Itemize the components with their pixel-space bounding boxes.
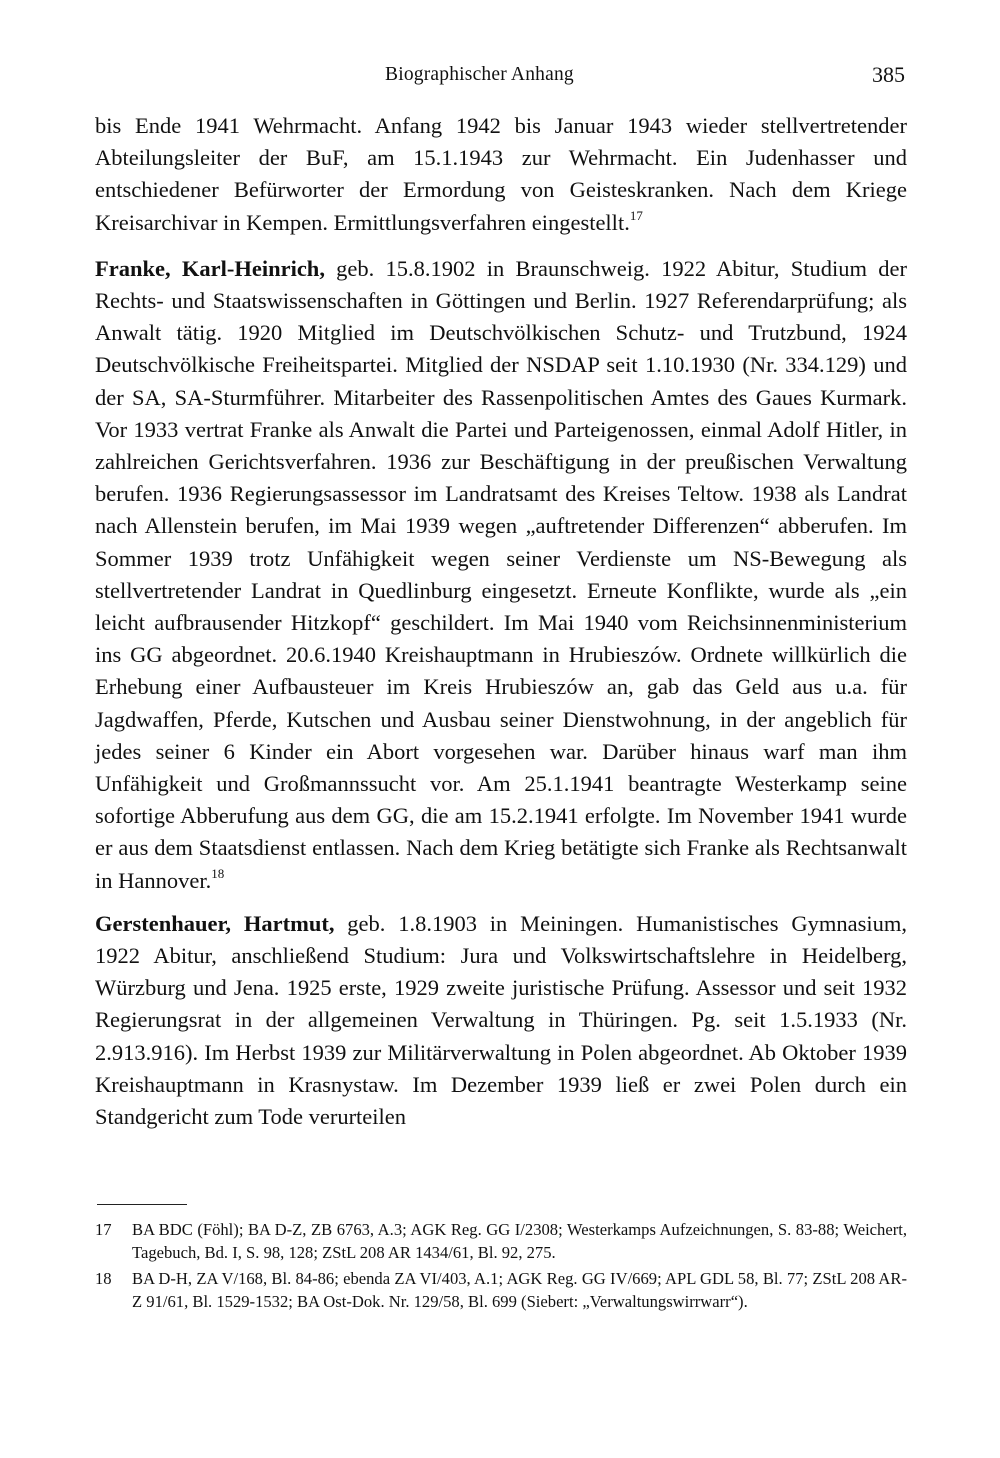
entry-franke xyxy=(95,253,907,897)
footnote-number: 18 xyxy=(95,1269,112,1288)
page-header xyxy=(95,64,905,94)
footnotes xyxy=(95,1218,907,1316)
entry-name: Gerstenhauer, Hartmut, xyxy=(95,910,335,936)
entry-text: bis Ende 1941 Wehrmacht. Anfang 1942 bis Januar 1943 wieder stellvertretender Abteilungsleiter der BuF, am 15.1.1943 zur Wehrmacht. Ein Judenhasser und entschiedener Befürworter der Ermordung von Geisteskranken. Nach dem Kriege Kreisarchivar in Kempen. Ermittlungsverfahren eingestellt. xyxy=(95,113,907,235)
page-number: 385 xyxy=(872,62,905,87)
entry-text: geb. 15.8.1902 in Braunschweig. 1922 Abitur, Studium der Rechts- und Staatswissenschaften in Göttingen und Berlin. 1927 Referendarprüfung; als Anwalt tätig. 1920 Mitglied im Deutschvölkischen Schutz- und Trutzbund, 1924 Deutschvölkische Freiheitspartei. Mitglied der NSDAP seit 1.10.1930 (Nr. 334.129) und der SA, SA-Sturmführer. Mitarbeiter des Rassenpolitischen Amtes des Gaues Kurmark. Vor 1933 vertrat Franke als Anwalt die Partei und Parteigenossen, einmal Adolf Hitler, in zahlreichen Gerichtsverfahren. 1936 zur Beschäftigung in der preußischen Verwaltung berufen. 1936 Regierungsassessor im Landratsamt des Kreises Teltow. 1938 als Landrat nach Allenstein berufen, im Mai 1939 wegen „auftretender Differenzen“ abberufen. Im Sommer 1939 trotz Unfähigkeit wegen seiner Verdienste um NS-Bewegung als stellvertretender Landrat in Quedlinburg eingesetzt. Erneute Konflikte, wurde als „ein leicht aufbrausender Hitzkopf“ geschildert. Im Mai 1940 vom Reichsinnenministerium ins GG abgeordnet. 20.6.1940 Kreishauptmann in Hrubieszów. Ordnete willkürlich die Erhebung einer Aufbausteuer im Kreis Hrubieszów an, gab das Geld aus u.a. für Jagdwaffen, Pferde, Kutschen und Ausbau seiner Dienstwohnung, in der angeblich für jedes seiner 6 Kinder ein Abort vorgesehen war. Darüber hinaus warf man ihm Unfähigkeit und Großmannssucht vor. Am 25.1.1941 beantragte Westerkamp seine sofortige Abberufung aus dem GG, die am 15.2.1941 erfolgte. Im November 1941 wurde er aus dem Staatsdienst entlassen. Nach dem Krieg betätigte sich Franke als Rechtsanwalt in Hannover. xyxy=(95,255,907,893)
entry-text: geb. 1.8.1903 in Meiningen. Humanistisches Gymnasium, 1922 Abitur, anschließend Studium: Jura und Volkswirtschaftslehre in Heidelberg, Würzburg und Jena. 1925 erste, 1929 zweite juristische Prüfung. Assessor und seit 1932 Regierungsrat in der allgemeinen Verwaltung in Thüringen. Pg. seit 1.5.1933 (Nr. 2.913.916). Im Herbst 1939 zur Militärverwaltung in Polen abgeordnet. Ab Oktober 1939 Kreishauptmann in Krasnystaw. Im Dezember 1939 ließ er zwei Polen durch ein Standgericht zum Tode verurteilen xyxy=(95,910,907,1130)
footnote xyxy=(95,1267,907,1313)
footnote-number: 17 xyxy=(95,1220,112,1239)
footnote-separator xyxy=(97,1204,187,1205)
entry-gerstenhauer xyxy=(95,908,907,1133)
footnote-ref: 18 xyxy=(211,866,225,882)
entry-name: Franke, Karl-Heinrich, xyxy=(95,255,325,281)
footnote-text: BA D-H, ZA V/168, Bl. 84-86; ebenda ZA VI/403, A.1; AGK Reg. GG IV/669; APL GDL 58, Bl. 77; ZStL 208 AR-Z 91/61, Bl. 1529-1532; BA Ost-Dok. Nr. 129/58, Bl. 699 (Siebert: „Verwaltungswirrwarr“). xyxy=(132,1269,907,1311)
main-text xyxy=(95,110,907,1144)
footnote-ref: 17 xyxy=(629,208,643,224)
entry-continuation xyxy=(95,110,907,239)
running-title: Biographischer Anhang xyxy=(385,64,574,85)
footnote xyxy=(95,1218,907,1264)
footnote-text: BA BDC (Föhl); BA D-Z, ZB 6763, A.3; AGK Reg. GG I/2308; Westerkamps Aufzeichnungen, S. 83-88; Weichert, Tagebuch, Bd. I, S. 98, 128; ZStL 208 AR 1434/61, Bl. 92, 275. xyxy=(132,1220,907,1262)
